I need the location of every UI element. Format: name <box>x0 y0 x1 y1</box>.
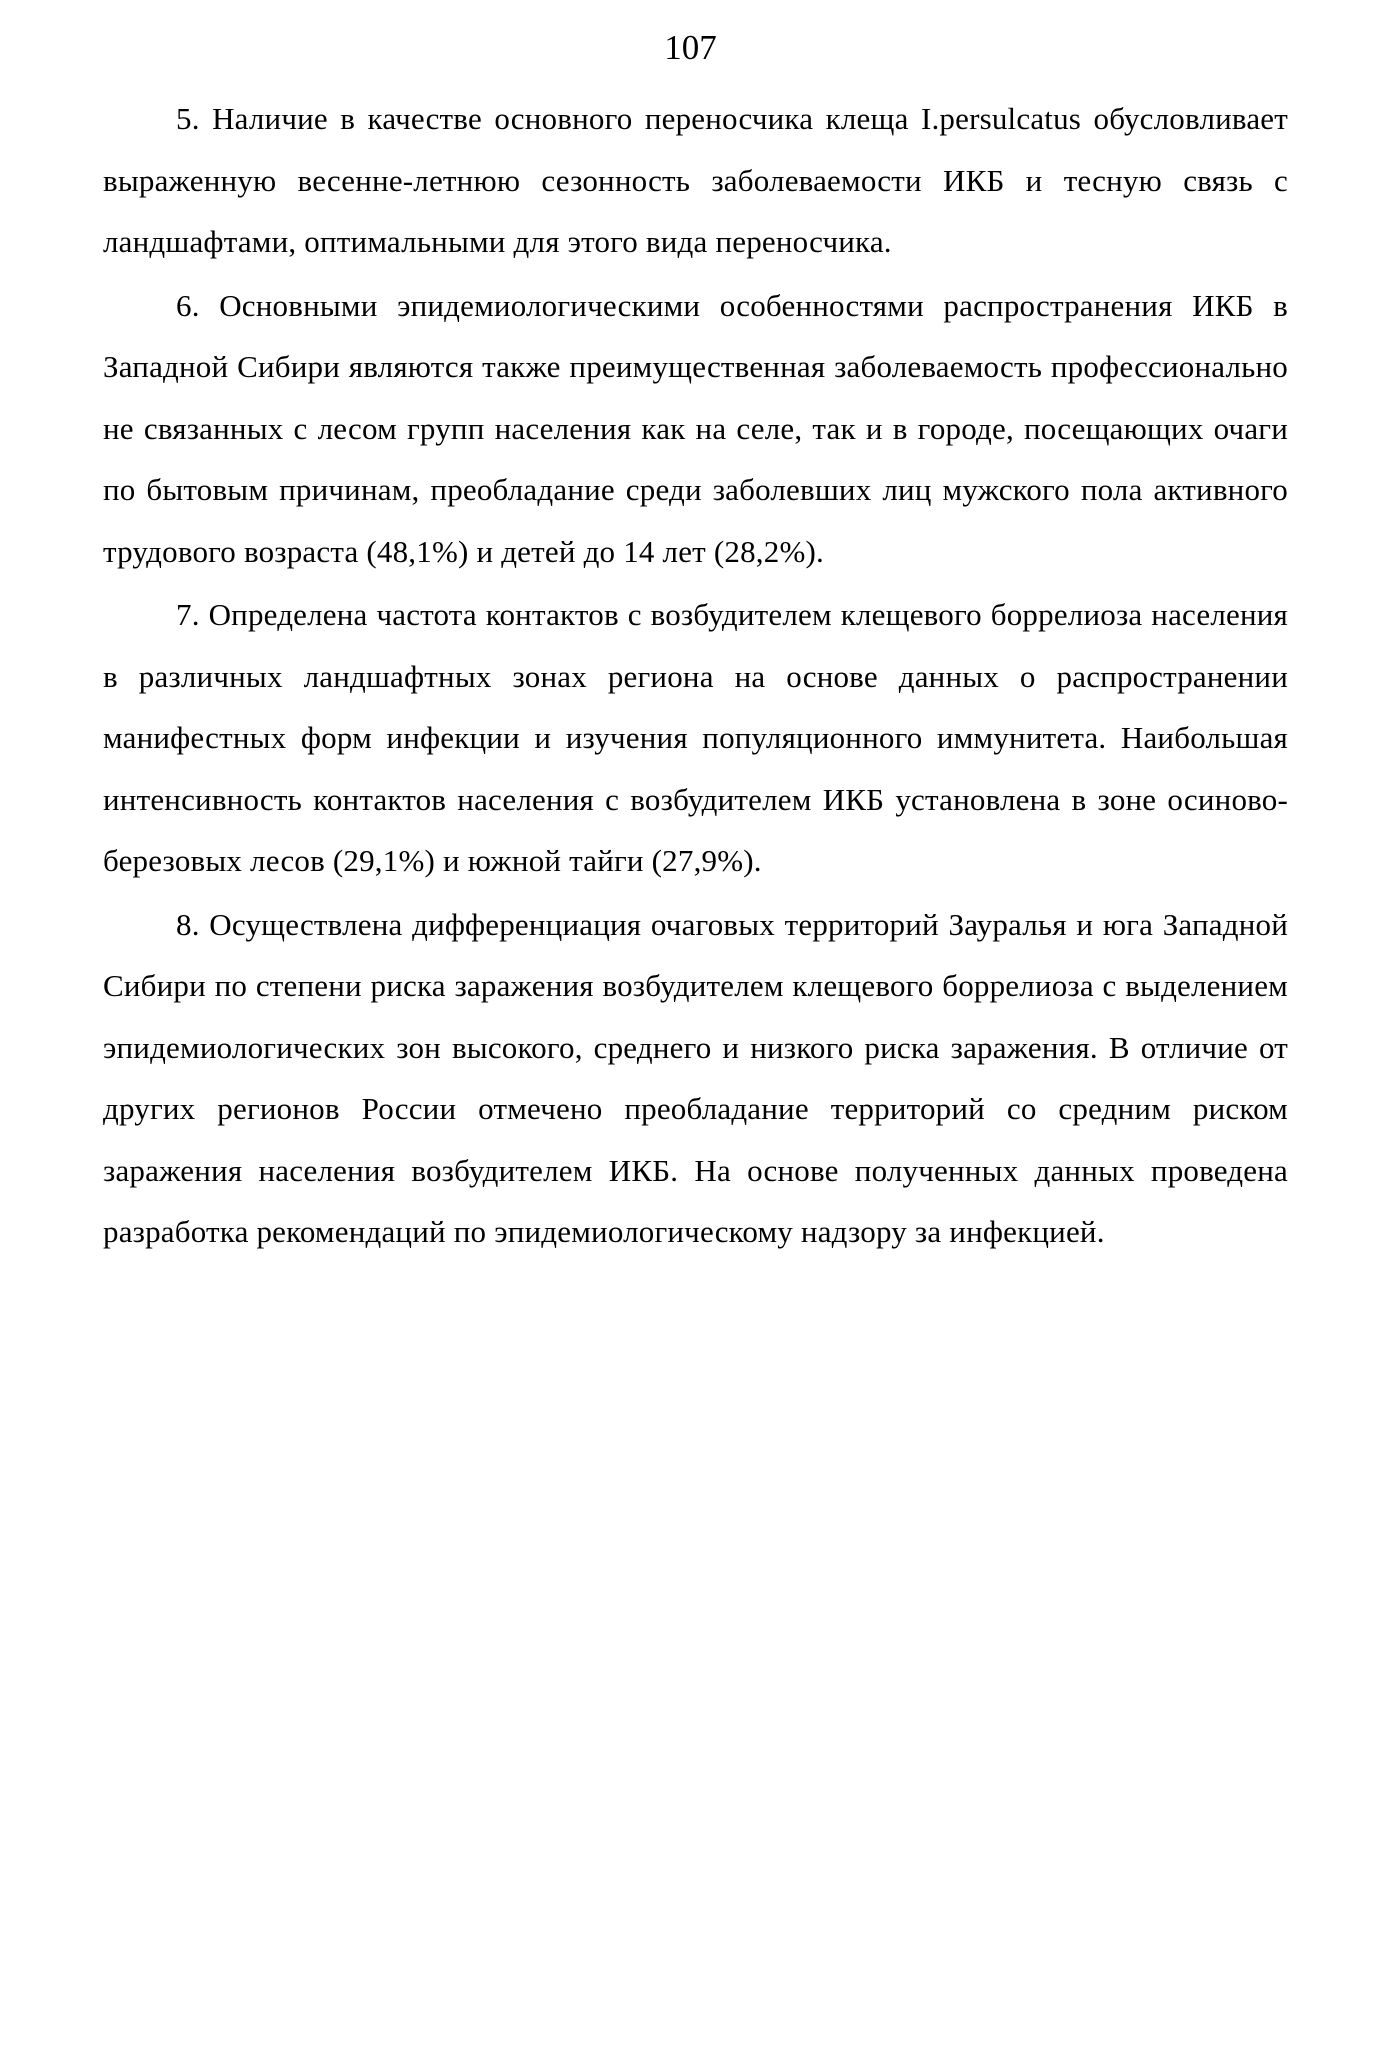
conclusion-paragraph-7: 7. Определена частота контактов с возбудителем клещевого боррелиоза населения в различных ландшафтных зонах региона на основе данных о распространении манифестных форм инфекции и изучения популяционного иммунитета. Наибольшая интенсивность контактов населения с возбудителем ИКБ установлена в зоне осиново-березовых лесов (29,1%) и южной тайги (27,9%). <box>103 597 1288 878</box>
conclusion-paragraph-5: 5. Наличие в качестве основного переносчика клеща I.persulcatus обусловливает выраженную весенне-летнюю сезонность заболеваемости ИКБ и тесную связь с ландшафтами, оптимальными для этого вида переносчика. <box>103 101 1288 259</box>
page-number: 107 <box>664 28 717 67</box>
conclusion-paragraph-8: 8. Осуществлена дифференциация очаговых территорий Зауралья и юга Западной Сибири по степени риска заражения возбудителем клещевого боррелиоза с выделением эпидемиологических зон высокого, среднего и низкого риска заражения. В отличие от других регионов России отмечено преобладание территорий со средним риском заражения населения возбудителем ИКБ. На основе полученных данных проведена разработка рекомендаций по эпидемиологическому надзору за инфекцией. <box>103 906 1288 1249</box>
conclusions-text <box>103 88 1288 1265</box>
conclusion-paragraph-6: 6. Основными эпидемиологическими особенностями распространения ИКБ в Западной Сибири являются также преимущественная заболеваемость профессионально не связанных с лесом групп населения как на селе, так и в городе, посещающих очаги по бытовым причинам, преобладание среди заболевших лиц мужского пола активного трудового возраста (48,1%) и детей до 14 лет (28,2%). <box>103 287 1288 569</box>
